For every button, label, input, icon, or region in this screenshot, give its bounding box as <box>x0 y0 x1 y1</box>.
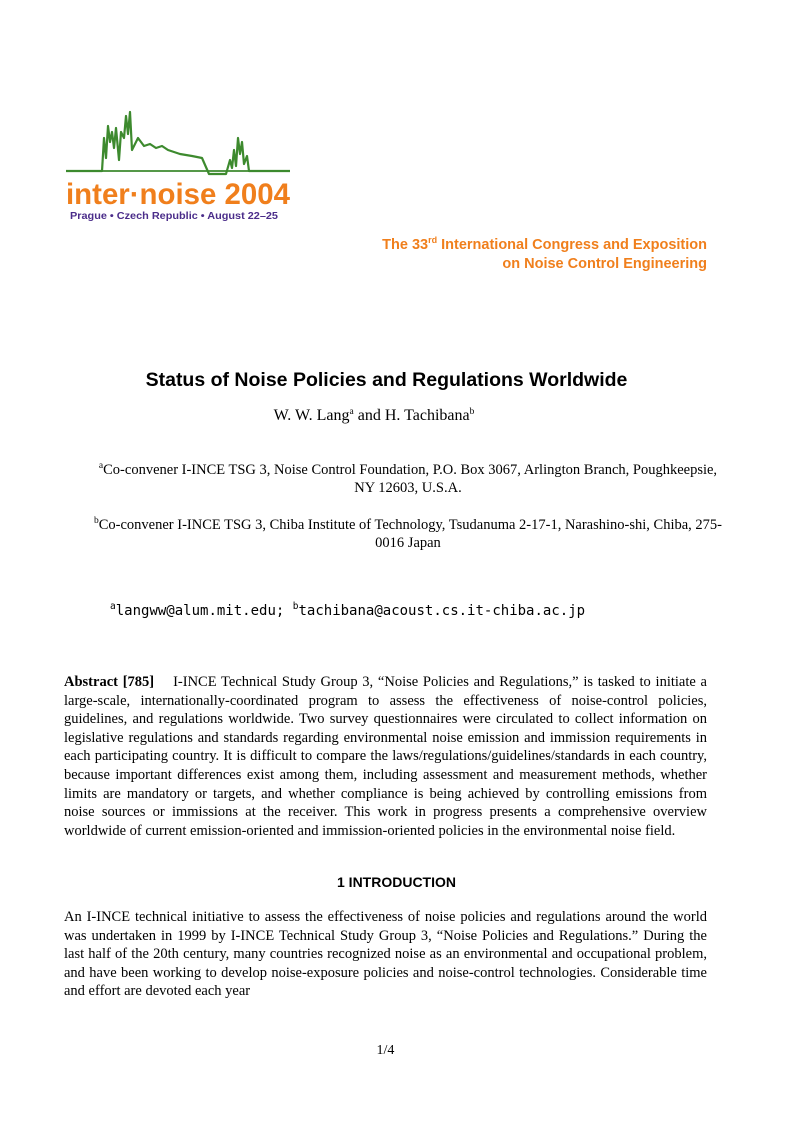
email-line <box>110 602 710 620</box>
page-number: 1/4 <box>376 1043 395 1058</box>
abstract-text: I-INCE Technical Study Group 3, “Noise Policies and Regulations,” is tasked to initiate a large-scale, internationally-coordinated program to assess the effectiveness of noise-control policies, guidelines, and regulations worldwide. Two survey questionnaires were circulated to collect information on legislative regulations and standards regarding environmental noise emission and immission requirements in each participating country. It is difficult to compare the laws/regulations/guidelines/standards in each country, because important differences exist among them, including assessment and measurement methods, whether limits are mandatory or targets, and whether compliance is being achieved by controlling emissions from noise sources or immissions at the receiver. This work in progress presents a comprehensive overview worldwide of current emission-oriented and immission-oriented policies in the environmental noise field. <box>64 674 707 839</box>
paper-title: Status of Noise Policies and Regulations Worldwide <box>145 369 628 391</box>
congress-prefix: The 33 <box>382 237 429 253</box>
congress-line-1-rest: International Congress and Exposition <box>437 237 707 253</box>
email-a[interactable]: langww@alum.mit.edu; <box>115 603 285 619</box>
section-heading-introduction: 1 INTRODUCTION <box>337 874 456 890</box>
congress-heading <box>300 236 707 274</box>
author-2: H. Tachibana <box>384 407 470 424</box>
abstract-label: Abstract [785] <box>64 674 155 690</box>
logo-graphic <box>64 98 294 226</box>
affiliation-b-mark: b <box>94 516 99 526</box>
inter-noise-2004-logo <box>64 98 294 226</box>
affiliation-b-text: Co-convener I-INCE TSG 3, Chiba Institute of Technology, Tsudanuma 2-17-1, Narashino-shi, Chiba, 275-0016 Japan <box>98 517 722 551</box>
abstract-paragraph <box>64 673 707 840</box>
logo-wordmark: inter·noise 2004 <box>66 178 291 211</box>
congress-ordinal: rd <box>428 235 438 245</box>
email-b[interactable]: tachibana@acoust.cs.it-chiba.ac.jp <box>298 603 586 619</box>
congress-line-1 <box>300 236 707 255</box>
email-a-mark: a <box>110 601 116 612</box>
affiliation-a-mark: a <box>98 461 104 471</box>
author-1: W. W. Lang <box>273 407 350 424</box>
congress-line-2: on Noise Control Engineering <box>502 256 707 272</box>
prague-skyline-icon <box>66 112 290 174</box>
affiliation-a <box>88 461 728 497</box>
author-line <box>0 406 748 426</box>
author-2-mark: b <box>469 407 475 417</box>
introduction-paragraph: An I-INCE technical initiative to assess the effectiveness of noise policies and regulations around the world was undertaken in 1999 by I-INCE Technical Study Group 3, “Noise Policies and Regulations.” During the last half of the 20th century, many countries recognized noise as an environmental and occupational problem, and have been working to develop noise-exposure policies and noise-control technologies. Considerable time and effort are devoted each year <box>64 909 707 1000</box>
logo-tagline: Prague • Czech Republic • August 22–25 <box>70 211 279 222</box>
email-b-mark: b <box>292 601 299 612</box>
author-conjunction: and <box>353 407 385 424</box>
affiliation-b <box>88 516 728 552</box>
author-1-mark: a <box>349 407 354 417</box>
affiliation-a-text: Co-convener I-INCE TSG 3, Noise Control Foundation, P.O. Box 3067, Arlington Branch, Poughkeepsie, NY 12603, U.S.A. <box>103 462 718 496</box>
